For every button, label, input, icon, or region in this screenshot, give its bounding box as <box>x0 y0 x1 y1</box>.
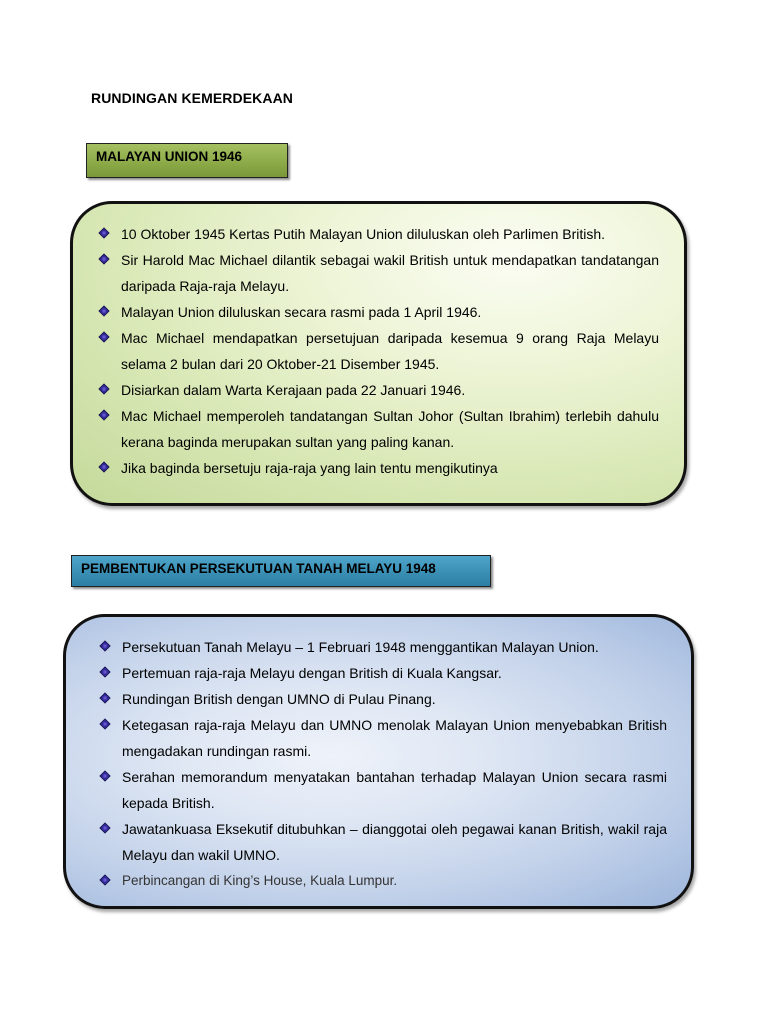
diamond-bullet-icon <box>99 640 110 651</box>
diamond-bullet-icon <box>98 383 109 394</box>
diamond-bullet-icon <box>98 409 109 420</box>
diamond-bullet-icon <box>98 461 109 472</box>
diamond-bullet-icon <box>98 253 109 264</box>
list-item-text: Pertemuan raja-raja Melayu dengan British di Kuala Kangsar. <box>122 665 502 681</box>
list-item <box>99 325 659 377</box>
section-header-label: PEMBENTUKAN PERSEKUTUAN TANAH MELAYU 1948 <box>81 561 436 576</box>
list-item <box>99 455 659 481</box>
list-item-text: Jawatankuasa Eksekutif ditubuhkan – dianggotai oleh pegawai kanan British, wakil raja Melayu dan wakil UMNO. <box>122 821 667 863</box>
diamond-bullet-icon <box>99 822 110 833</box>
list-item-text: Malayan Union diluluskan secara rasmi pada 1 April 1946. <box>121 304 482 320</box>
list-item <box>99 377 659 403</box>
diamond-bullet-icon <box>99 666 110 677</box>
list-item <box>100 868 667 894</box>
persekutuan-list <box>100 634 667 894</box>
list-item-text: Mac Michael mendapatkan persetujuan daripada kesemua 9 orang Raja Melayu selama 2 bulan dari 20 Oktober-21 Disember 1945. <box>121 330 659 372</box>
list-item <box>100 816 667 868</box>
list-item <box>99 299 659 325</box>
page-title: RUNDINGAN KEMERDEKAAN <box>91 90 293 106</box>
section-header-malayan-union <box>86 143 288 178</box>
malayan-union-list <box>99 221 659 481</box>
diamond-bullet-icon <box>98 305 109 316</box>
malayan-union-box <box>70 201 687 506</box>
list-item <box>100 764 667 816</box>
diamond-bullet-icon <box>99 718 110 729</box>
list-item <box>100 660 667 686</box>
section-header-label: MALAYAN UNION 1946 <box>96 149 243 164</box>
list-item-text: Rundingan British dengan UMNO di Pulau Pinang. <box>122 691 436 707</box>
list-item-text: Serahan memorandum menyatakan bantahan terhadap Malayan Union secara rasmi kepada British. <box>122 769 667 811</box>
list-item-text: Mac Michael memperoleh tandatangan Sultan Johor (Sultan Ibrahim) terlebih dahulu kerana baginda merupakan sultan yang paling kanan. <box>121 408 659 450</box>
list-item-text: Persekutuan Tanah Melayu – 1 Februari 1948 menggantikan Malayan Union. <box>122 639 599 655</box>
diamond-bullet-icon <box>99 770 110 781</box>
list-item-text: Sir Harold Mac Michael dilantik sebagai wakil British untuk mendapatkan tandatangan daripada Raja-raja Melayu. <box>121 252 659 294</box>
list-item-text: Disiarkan dalam Warta Kerajaan pada 22 Januari 1946. <box>121 382 466 398</box>
list-item <box>99 247 659 299</box>
list-item-text: Ketegasan raja-raja Melayu dan UMNO menolak Malayan Union menyebabkan British mengadakan rundingan rasmi. <box>122 717 667 759</box>
diamond-bullet-icon <box>99 874 110 885</box>
section-header-persekutuan <box>71 555 491 587</box>
diamond-bullet-icon <box>98 227 109 238</box>
list-item-text: Jika baginda bersetuju raja-raja yang lain tentu mengikutinya <box>121 460 498 476</box>
list-item <box>100 712 667 764</box>
list-item <box>99 221 659 247</box>
list-item <box>100 634 667 660</box>
list-item <box>99 403 659 455</box>
diamond-bullet-icon <box>98 331 109 342</box>
list-item-text: Perbincangan di King’s House, Kuala Lumpur. <box>122 873 398 888</box>
list-item-text: 10 Oktober 1945 Kertas Putih Malayan Union diluluskan oleh Parlimen British. <box>121 226 606 242</box>
diamond-bullet-icon <box>99 692 110 703</box>
persekutuan-box <box>63 614 694 909</box>
list-item <box>100 686 667 712</box>
